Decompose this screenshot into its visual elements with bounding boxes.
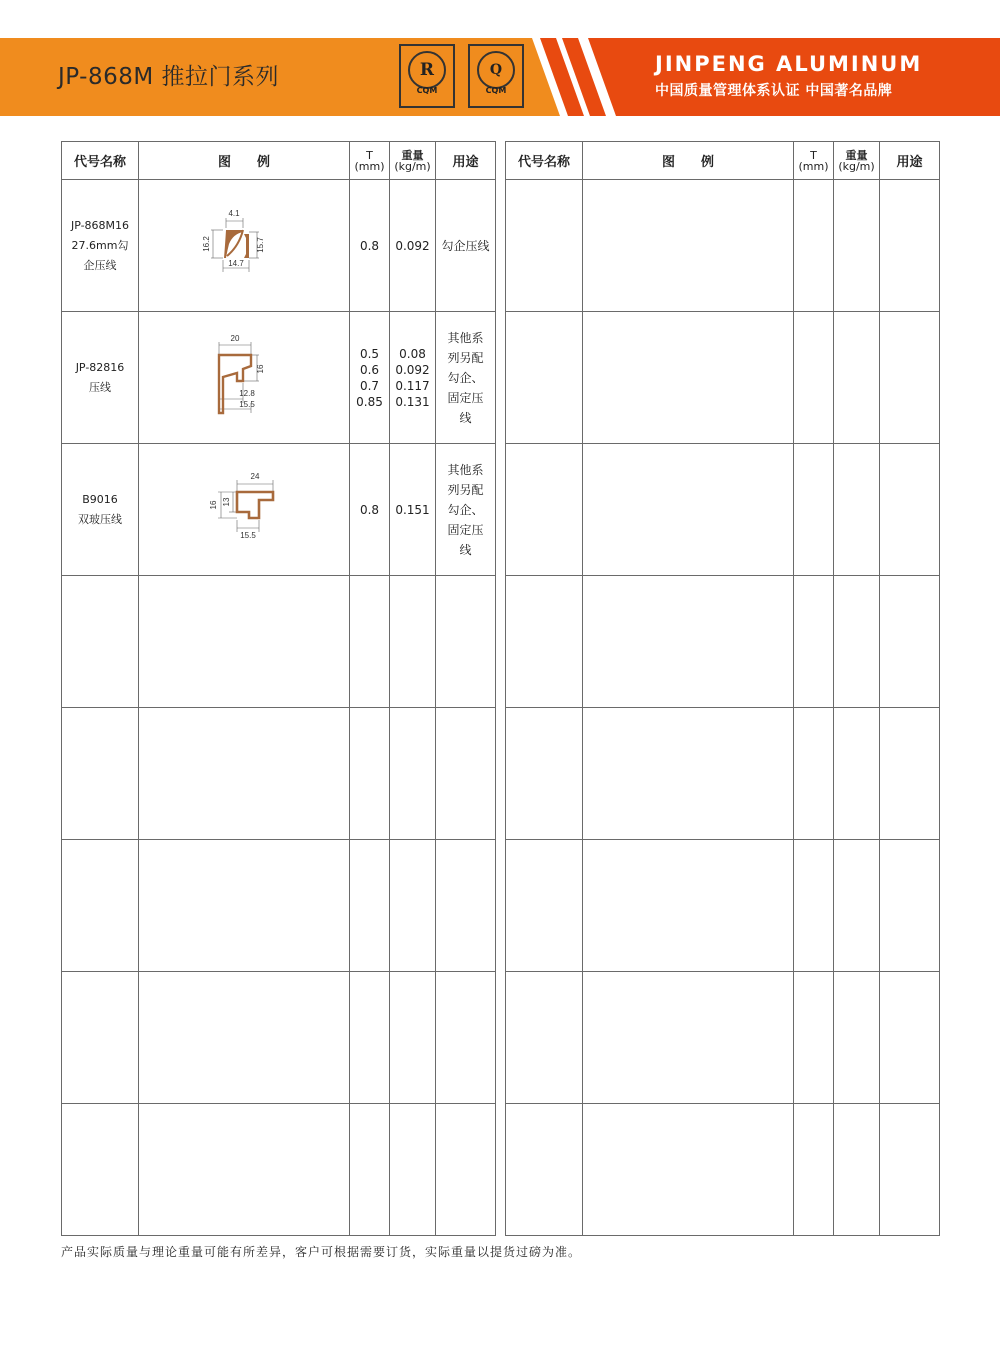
header-t-unit: (mm) — [798, 159, 829, 173]
brand-name: JINPENG ALUMINUM — [655, 52, 923, 76]
weight-value: 0.151 — [395, 502, 430, 517]
usage-line: 勾企、 — [447, 370, 484, 385]
thickness-value: 0.7 — [359, 378, 380, 393]
table-row-empty — [506, 444, 940, 576]
dim-top: 20 — [230, 333, 240, 343]
header-weight — [834, 142, 880, 180]
usage-line: 固定压 — [447, 522, 484, 537]
code-cell — [62, 444, 139, 576]
usage-line: 其他系 — [447, 330, 484, 345]
cert-q-caption: CQM — [485, 86, 507, 95]
table-row-empty — [506, 972, 940, 1104]
header-code: 代号名称 — [62, 142, 139, 180]
dim-left: 16.2 — [202, 235, 211, 252]
weight-cell — [390, 180, 436, 312]
table-row-empty — [62, 972, 496, 1104]
code-line: 企压线 — [83, 258, 117, 272]
profile-table-left — [61, 141, 496, 1236]
usage-cell — [436, 180, 496, 312]
diagram-cell — [139, 444, 350, 576]
weight-value: 0.092 — [395, 238, 430, 253]
usage-line: 列另配 — [447, 482, 484, 497]
thickness-value: 0.8 — [359, 502, 380, 517]
code-line: 压线 — [89, 380, 111, 394]
usage-cell — [436, 444, 496, 576]
thickness-value: 0.85 — [356, 394, 383, 409]
header-weight-label: 重量 — [845, 148, 868, 162]
table-row-empty — [506, 708, 940, 840]
profile-diagram-jp868m16 — [199, 206, 289, 286]
table-row-empty — [62, 1104, 496, 1236]
dim-right: 15.7 — [256, 236, 265, 253]
header-thickness — [350, 142, 390, 180]
table-row-empty — [506, 840, 940, 972]
dim-right: 16 — [256, 364, 265, 373]
table-row — [62, 180, 496, 312]
table-header-row — [506, 142, 940, 180]
certification-badge-q — [468, 44, 524, 108]
header-usage: 用途 — [436, 142, 496, 180]
dim-top: 4.1 — [228, 208, 240, 218]
dim-left-outer: 16 — [209, 500, 218, 509]
thickness-value: 0.8 — [359, 238, 380, 253]
profile-diagram-b9016 — [199, 470, 289, 550]
header-weight — [390, 142, 436, 180]
header-code: 代号名称 — [506, 142, 583, 180]
usage-line: 线 — [459, 542, 472, 557]
weight-value: 0.08 — [399, 346, 426, 361]
code-line: B9016 — [82, 492, 118, 506]
dim-bottom-1: 12.8 — [239, 388, 255, 398]
code-cell — [62, 180, 139, 312]
header-weight-label: 重量 — [401, 148, 424, 162]
weight-value: 0.092 — [395, 362, 430, 377]
table-row-empty — [62, 576, 496, 708]
series-title: JP-868M 推拉门系列 — [58, 64, 280, 90]
code-cell — [62, 312, 139, 444]
cert-r-mark: R — [408, 51, 446, 89]
header-t-label: T — [366, 148, 373, 162]
code-line: 双玻压线 — [78, 512, 122, 526]
weight-value: 0.131 — [395, 394, 430, 409]
table-row-empty — [506, 180, 940, 312]
thickness-cell — [350, 312, 390, 444]
code-line: JP-868M16 — [70, 218, 130, 232]
profile-diagram-jp82816 — [199, 333, 289, 423]
thickness-value: 0.6 — [359, 362, 380, 377]
header-diagram: 图 例 — [139, 142, 350, 180]
footer-note: 产品实际质量与理论重量可能有所差异，客户可根据需要订货，实际重量以提货过磅为准。 — [61, 1245, 582, 1259]
dim-bottom: 15.5 — [240, 530, 256, 540]
table-row-empty — [62, 708, 496, 840]
usage-text: 勾企压线 — [441, 238, 490, 253]
table-row-empty — [506, 1104, 940, 1236]
table-header-row — [62, 142, 496, 180]
header-weight-unit: (kg/m) — [394, 159, 431, 173]
cert-r-caption: CQM — [416, 86, 438, 95]
brand-slogan: 中国质量管理体系认证 中国著名品牌 — [655, 83, 893, 99]
diagram-cell — [139, 180, 350, 312]
header-weight-unit: (kg/m) — [838, 159, 875, 173]
header-t-unit: (mm) — [354, 159, 385, 173]
code-line: 27.6mm勾 — [71, 238, 129, 252]
weight-cell — [390, 444, 436, 576]
certification-badge-r — [399, 44, 455, 108]
usage-cell — [436, 312, 496, 444]
table-row-empty — [506, 312, 940, 444]
table-row-empty — [506, 576, 940, 708]
thickness-cell — [350, 180, 390, 312]
diagram-cell — [139, 312, 350, 444]
table-row — [62, 312, 496, 444]
dim-bottom: 14.7 — [228, 258, 244, 268]
header-usage: 用途 — [880, 142, 940, 180]
header-t-label: T — [810, 148, 817, 162]
dim-left-inner: 13 — [222, 497, 231, 506]
usage-line: 固定压 — [447, 390, 484, 405]
dim-bottom-2: 15.5 — [239, 399, 255, 409]
usage-line: 线 — [459, 410, 472, 425]
header-diagram: 图 例 — [583, 142, 794, 180]
weight-cell — [390, 312, 436, 444]
weight-value: 0.117 — [395, 378, 430, 393]
usage-line: 列另配 — [447, 350, 484, 365]
cert-q-mark: Q — [477, 51, 515, 89]
thickness-cell — [350, 444, 390, 576]
usage-line: 勾企、 — [447, 502, 484, 517]
profile-table-right — [505, 141, 940, 1236]
table-row — [62, 444, 496, 576]
header-thickness — [794, 142, 834, 180]
code-line: JP-82816 — [75, 360, 125, 374]
thickness-value: 0.5 — [359, 346, 380, 361]
dim-top: 24 — [250, 471, 260, 481]
usage-line: 其他系 — [447, 462, 484, 477]
table-row-empty — [62, 840, 496, 972]
